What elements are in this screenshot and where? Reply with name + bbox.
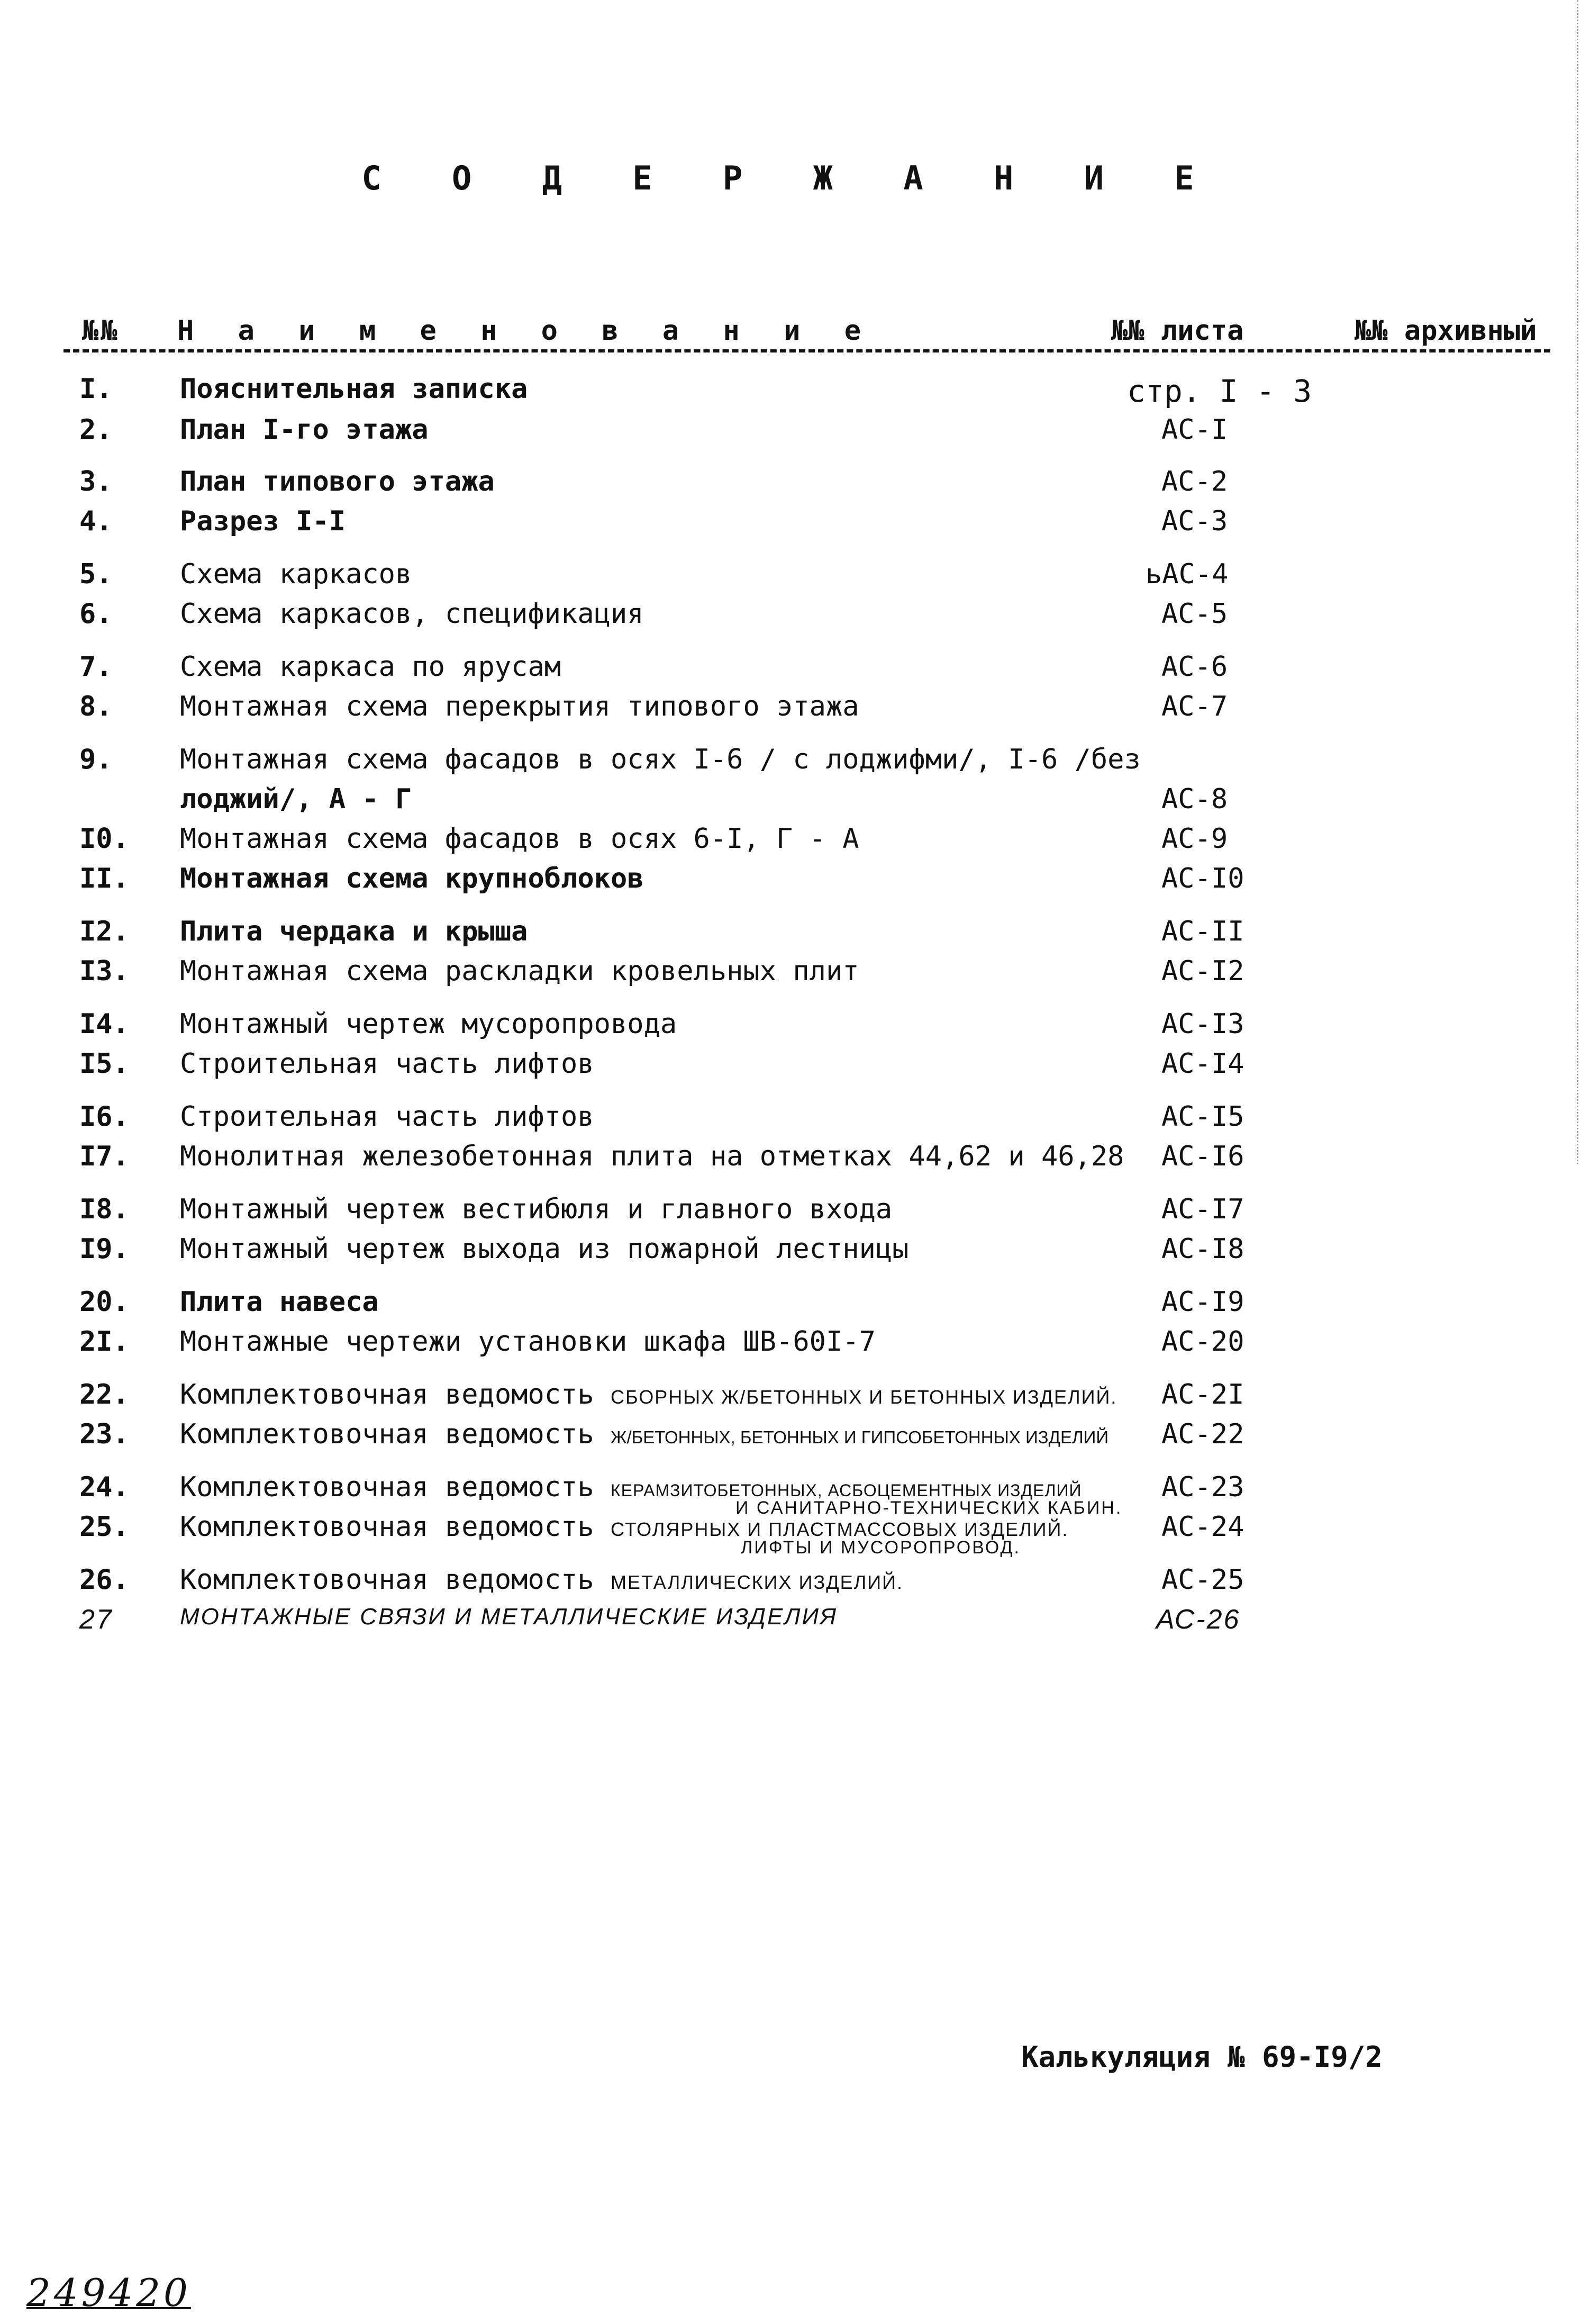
item-number: I2. [79,916,129,947]
list-item [0,1233,1581,1270]
item-sheet: АС-I9 [1161,1286,1244,1318]
item-sheet: АС-23 [1161,1471,1244,1503]
list-item [0,505,1581,542]
item-name: лоджий/, А - Г [180,783,412,815]
list-item [0,863,1581,900]
item-number: 24. [79,1471,129,1503]
item-number: 5. [79,558,113,590]
item-number: I8. [79,1193,129,1225]
item-sheet: АС-7 [1161,691,1228,722]
item-number: I6. [79,1101,129,1133]
list-item [0,955,1581,992]
item-name: Плита навеса [180,1286,379,1318]
list-item [0,558,1581,595]
item-number: I5. [79,1048,129,1080]
item-sheet: АС-8 [1161,783,1228,815]
item-sheet: АС-22 [1161,1418,1244,1450]
item-sheet: АС-I [1161,414,1228,446]
item-sheet: АС-I8 [1161,1233,1244,1265]
item-sheet: АС-II [1161,916,1244,947]
list-item [0,373,1581,410]
item-sheet: АС-I7 [1161,1193,1244,1225]
list-item [0,1418,1581,1455]
calculation-number: Калькуляция № 69-I9/2 [1021,2040,1383,2074]
item-name [180,1379,1117,1410]
list-item [0,916,1581,953]
item-sheet: АС-I5 [1161,1101,1244,1133]
item-sheet: АС-I2 [1161,955,1244,987]
list-item [0,783,1581,820]
list-item [0,1326,1581,1363]
item-number: 9. [79,744,113,775]
item-number: 25. [79,1511,129,1543]
item-number: 7. [79,651,113,683]
item-number: I7. [79,1141,129,1172]
item-name-detail: КЕРАМЗИТОБЕТОННЫХ, АСБОЦЕМЕНТНЫХ ИЗДЕЛИЙ [610,1481,1082,1500]
item-name: Монтажный чертеж выхода из пожарной лестницы [180,1233,909,1265]
list-item [0,1048,1581,1085]
item-name-detail: СТОЛЯРНЫХ И ПЛАСТМАССОВЫХ ИЗДЕЛИЙ. [610,1518,1069,1540]
item-name: Монтажная схема раскладки кровельных плит [180,955,859,987]
item-name: Разрез I-I [180,505,346,537]
item-number: 2. [79,414,113,446]
list-item [0,414,1581,451]
list-item [0,651,1581,688]
item-sheet: АС-6 [1161,651,1228,683]
item-sheet: АС-I6 [1161,1141,1244,1172]
list-item [0,1193,1581,1231]
list-item [0,823,1581,860]
row-25-note: ЛИФТЫ И МУСОРОПРОВОД. [741,1538,1021,1558]
item-name: Монтажные чертежи установки шкафа ШВ-60I-7 [180,1326,876,1358]
item-number: 6. [79,598,113,630]
item-sheet: АС-24 [1161,1511,1244,1543]
item-name: Монтажная схема перекрытия типового этажа [180,691,859,722]
item-name: Монтажная схема крупноблоков [180,863,644,894]
item-name-main: Комплектовочная ведомость [180,1471,594,1503]
item-number: 4. [79,505,113,537]
item-name-detail: Ж/БЕТОННЫХ, БЕТОННЫХ И ГИПСОБЕТОННЫХ ИЗДЕЛИЙ [610,1427,1109,1447]
item-number: 22. [79,1379,129,1410]
item-number: 23. [79,1418,129,1450]
item-name: МОНТАЖНЫЕ СВЯЗИ И МЕТАЛЛИЧЕСКИЕ ИЗДЕЛИЯ [180,1604,838,1630]
item-sheet: АС-2I [1161,1379,1244,1410]
item-name [180,1564,1111,1596]
item-number: I4. [79,1008,129,1040]
scan-edge [1577,0,1581,1164]
header-archive: №№ архивный [1355,315,1537,347]
list-item [0,691,1581,728]
item-name: Схема каркасов [180,558,412,590]
item-number: I3. [79,955,129,987]
item-sheet: АС-I0 [1161,863,1244,894]
list-item [0,1101,1581,1138]
inventory-number: 249420 [26,2271,191,2315]
item-number: 8. [79,691,113,722]
item-name: Монолитная железобетонная плита на отметках 44,62 и 46,28 [180,1141,1124,1172]
item-name: Монтажная схема фасадов в осях I-6 / с лоджифми/, I-6 /без [180,744,1141,775]
item-name: Пояснительная записка [180,373,528,405]
item-name: Строительная часть лифтов [180,1101,594,1133]
item-sheet: АС-26 [1156,1604,1241,1635]
item-number: I. [79,373,113,405]
item-name: Монтажная схема фасадов в осях 6-I, Г - А [180,823,859,855]
item-sheet: ьАС-4 [1146,558,1229,590]
item-sheet: АС-5 [1161,598,1228,630]
item-name-detail: СБОРНЫХ Ж/БЕТОННЫХ И БЕТОННЫХ ИЗДЕЛИЙ. [610,1386,1117,1408]
item-number: 20. [79,1286,129,1318]
list-item [0,744,1581,781]
list-item [0,1604,1581,1641]
item-name: План I-го этажа [180,414,429,446]
header-number: №№ [82,315,120,347]
list-item [0,1286,1581,1323]
item-name: Монтажный чертеж мусоропровода [180,1008,677,1040]
item-name-main: Комплектовочная ведомость [180,1418,594,1450]
item-name: Схема каркаса по ярусам [180,651,561,683]
item-sheet: АС-20 [1161,1326,1244,1358]
list-item [0,466,1581,503]
item-name: Схема каркасов, спецификация [180,598,644,630]
header-name: Н а и м е н о в а н и е [177,315,875,347]
item-number: 2I. [79,1326,129,1358]
item-sheet: АС-2 [1161,466,1228,498]
item-name: Монтажный чертеж вестибюля и главного входа [180,1193,893,1225]
item-number: I9. [79,1233,129,1265]
item-name: Строительная часть лифтов [180,1048,594,1080]
item-sheet: АС-I3 [1161,1008,1244,1040]
item-sheet: АС-I4 [1161,1048,1244,1080]
item-name: План типового этажа [180,466,495,498]
item-name: Плита чердака и крыша [180,916,528,947]
row-24-note: И САНИТАРНО-ТЕХНИЧЕСКИХ КАБИН. [735,1498,1123,1518]
item-number: 26. [79,1564,129,1596]
page-title: С О Д Е Р Ж А Н И Е [361,159,1220,197]
header-sheet: №№ листа [1111,315,1244,347]
item-name [180,1418,1111,1450]
item-sheet: АС-9 [1161,823,1228,855]
item-sheet: АС-25 [1161,1564,1244,1596]
item-name-main: Комплектовочная ведомость [180,1564,594,1596]
item-name-detail: МЕТАЛЛИЧЕСКИХ ИЗДЕЛИЙ. [610,1571,903,1593]
item-number: I0. [79,823,129,855]
item-number: II. [79,863,129,894]
list-item [0,1564,1581,1601]
item-sheet: стр. I - 3 [1127,373,1312,409]
item-number: 3. [79,466,113,498]
list-item [0,1141,1581,1178]
list-item [0,1379,1581,1416]
item-name-main: Комплектовочная ведомость [180,1379,594,1410]
item-name-main: Комплектовочная ведомость [180,1511,594,1543]
list-item [0,598,1581,635]
item-number: 27 [79,1604,113,1635]
item-sheet: АС-3 [1161,505,1228,537]
list-item [0,1008,1581,1045]
